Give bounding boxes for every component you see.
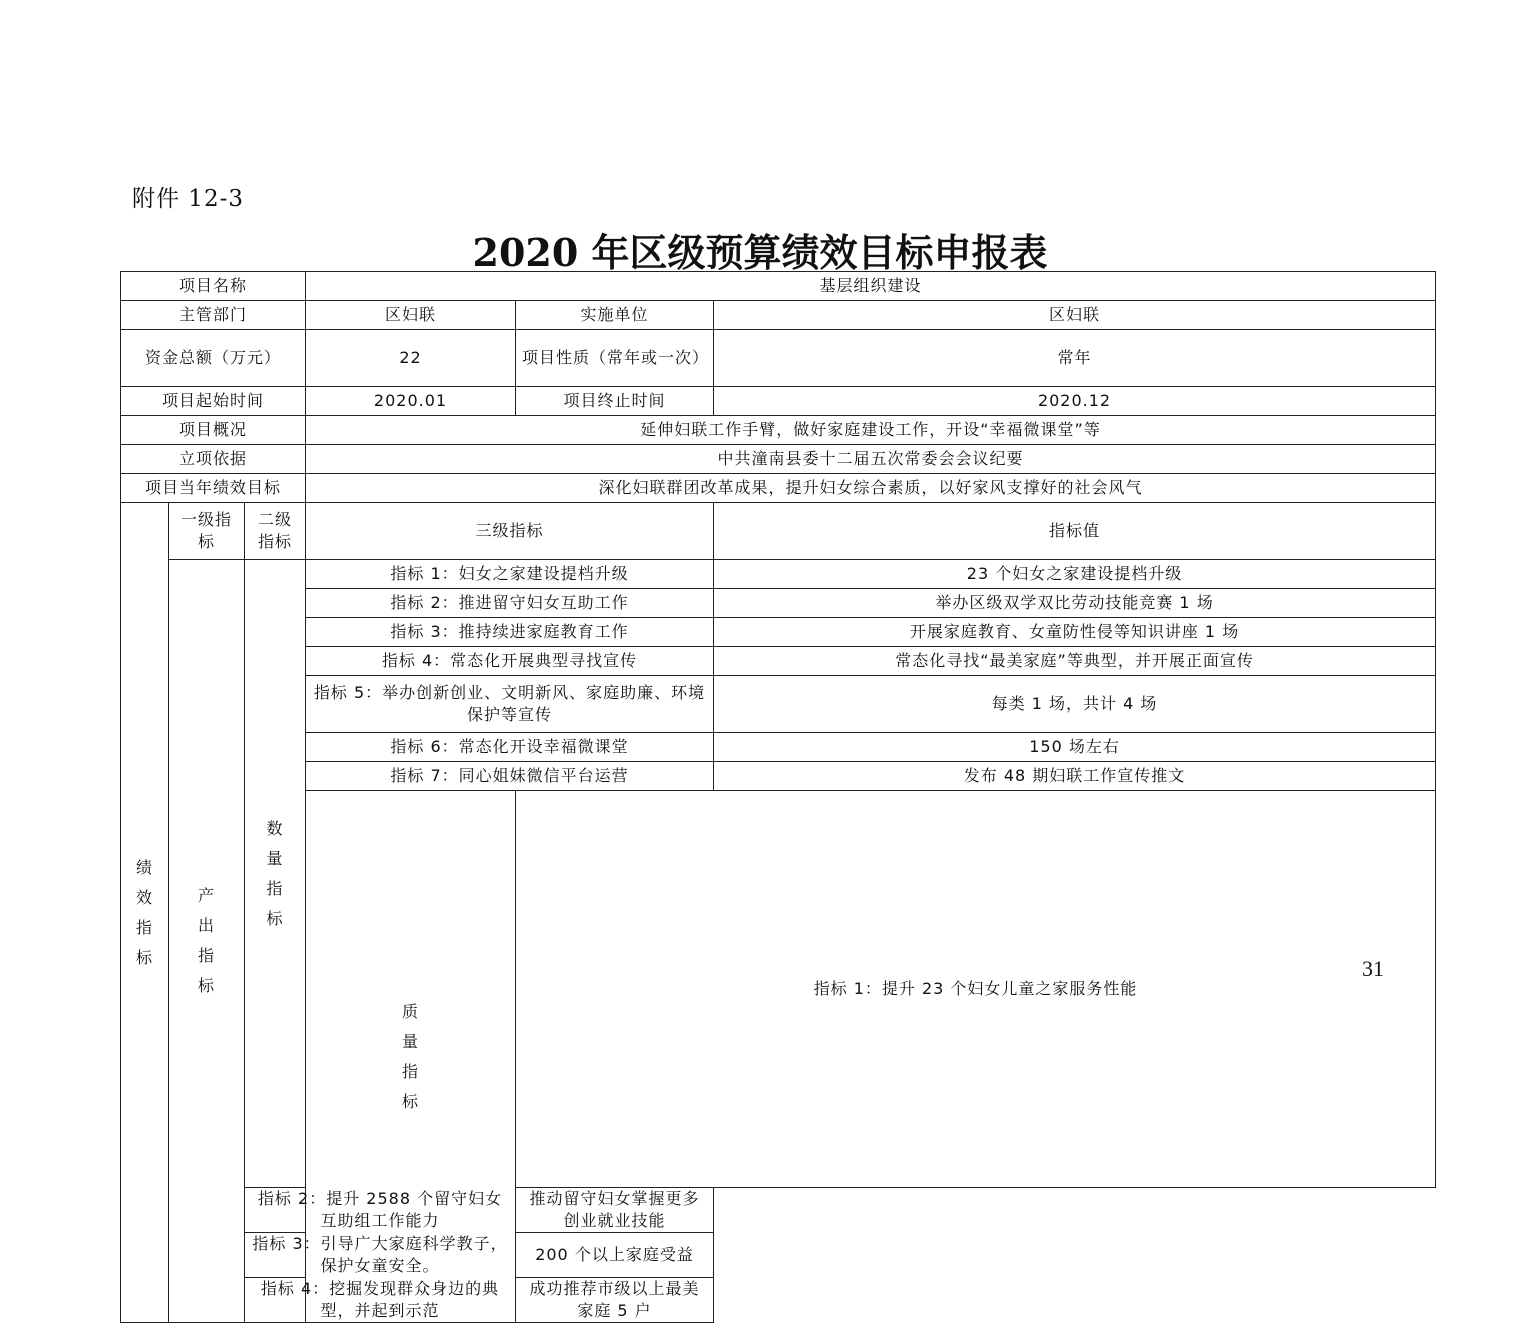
table-row: [121, 1278, 1436, 1323]
indicator-value: 成功推荐市级以上最美家庭 5 户: [516, 1278, 714, 1323]
overview-value: 延伸妇联工作手臂，做好家庭建设工作，开设“幸福微课堂”等: [306, 416, 1436, 445]
attachment-label: 附件 12-3: [132, 186, 244, 212]
row-period: [121, 387, 1436, 416]
performance-indicator-section: [121, 503, 169, 1323]
table-row: [121, 618, 1436, 647]
indicator-name: 指标 6：常态化开设幸福微课堂: [306, 733, 714, 762]
indicator-name: 指标 5：举办创新创业、文明新风、家庭助廉、环境保护等宣传: [306, 676, 714, 733]
indicator-name: 指标 1：提升 23 个妇女儿童之家服务性能: [516, 791, 1436, 1188]
goal-value: 深化妇联群团改革成果，提升妇女综合素质，以好家风支撑好的社会风气: [306, 474, 1436, 503]
indicator-value: 150 场左右: [714, 733, 1436, 762]
table-row: [121, 1233, 1436, 1278]
indicator-name: 指标 2：提升 2588 个留守妇女互助组工作能力: [245, 1188, 516, 1233]
indicator-value: 推动留守妇女掌握更多创业就业技能: [516, 1188, 714, 1233]
indicator-name: 指标 4：挖掘发现群众身边的典型，并起到示范: [245, 1278, 516, 1323]
indicator-name: 指标 3：引导广大家庭科学教子，保护女童安全。: [245, 1233, 516, 1278]
header-value: 指标值: [714, 503, 1436, 560]
row-indicator-header: [121, 503, 1436, 560]
indicator-name: 指标 4：常态化开展典型寻找宣传: [306, 647, 714, 676]
header-level2: 二级指标: [245, 503, 306, 560]
funds-label: 资金总额（万元）: [121, 330, 306, 387]
indicator-name: 指标 1：妇女之家建设提档升级: [306, 560, 714, 589]
row-overview: [121, 416, 1436, 445]
start-value: 2020.01: [306, 387, 516, 416]
table-row: [121, 733, 1436, 762]
output-indicator-cell: [169, 560, 245, 1323]
row-project-name: [121, 272, 1436, 301]
header-level1: 一级指标: [169, 503, 245, 560]
overview-label: 项目概况: [121, 416, 306, 445]
end-value: 2020.12: [714, 387, 1436, 416]
project-name-value: 基层组织建设: [306, 272, 1436, 301]
start-label: 项目起始时间: [121, 387, 306, 416]
budget-performance-table: [120, 271, 1436, 1323]
goal-label: 项目当年绩效目标: [121, 474, 306, 503]
quality-indicator-label: 质量指标: [402, 1001, 420, 1111]
table-row: [121, 647, 1436, 676]
nature-label: 项目性质（常年或一次）: [516, 330, 714, 387]
indicator-value: 发布 48 期妇联工作宣传推文: [714, 762, 1436, 791]
basis-value: 中共潼南县委十二届五次常委会会议纪要: [306, 445, 1436, 474]
project-name-label: 项目名称: [121, 272, 306, 301]
table-row: [121, 589, 1436, 618]
funds-value: 22: [306, 330, 516, 387]
indicator-value: 每类 1 场，共计 4 场: [714, 676, 1436, 733]
nature-value: 常年: [714, 330, 1436, 387]
row-department: [121, 301, 1436, 330]
indicator-value: 常态化寻找“最美家庭”等典型，并开展正面宣传: [714, 647, 1436, 676]
indicator-value: 200 个以上家庭受益: [516, 1233, 714, 1278]
indicator-name: 指标 2：推进留守妇女互助工作: [306, 589, 714, 618]
dept-label: 主管部门: [121, 301, 306, 330]
table-row: [121, 560, 1436, 589]
indicator-name: 指标 7：同心姐妹微信平台运营: [306, 762, 714, 791]
impl-unit-value: 区妇联: [714, 301, 1436, 330]
row-goal: [121, 474, 1436, 503]
table-row: [121, 676, 1436, 733]
page-title: 2020 年区级预算绩效目标申报表: [472, 230, 1048, 275]
indicator-name: 指标 3：推持续进家庭教育工作: [306, 618, 714, 647]
quantity-indicator-cell: [245, 560, 306, 1188]
basis-label: 立项依据: [121, 445, 306, 474]
indicator-value: 开展家庭教育、女童防性侵等知识讲座 1 场: [714, 618, 1436, 647]
quantity-indicator-label: 数量指标: [266, 818, 284, 928]
row-basis: [121, 445, 1436, 474]
table-row: [121, 1188, 1436, 1233]
performance-indicator-label: 绩效指标: [135, 857, 153, 967]
header-level3: 三级指标: [306, 503, 714, 560]
dept-value: 区妇联: [306, 301, 516, 330]
page-number: 31: [1362, 956, 1384, 981]
impl-unit-label: 实施单位: [516, 301, 714, 330]
output-indicator-label: 产出指标: [197, 886, 215, 995]
end-label: 项目终止时间: [516, 387, 714, 416]
table-row: [121, 762, 1436, 791]
table-row: [121, 791, 1436, 1188]
indicator-value: 23 个妇女之家建设提档升级: [714, 560, 1436, 589]
row-funds: [121, 330, 1436, 387]
indicator-value: 举办区级双学双比劳动技能竞赛 1 场: [714, 589, 1436, 618]
